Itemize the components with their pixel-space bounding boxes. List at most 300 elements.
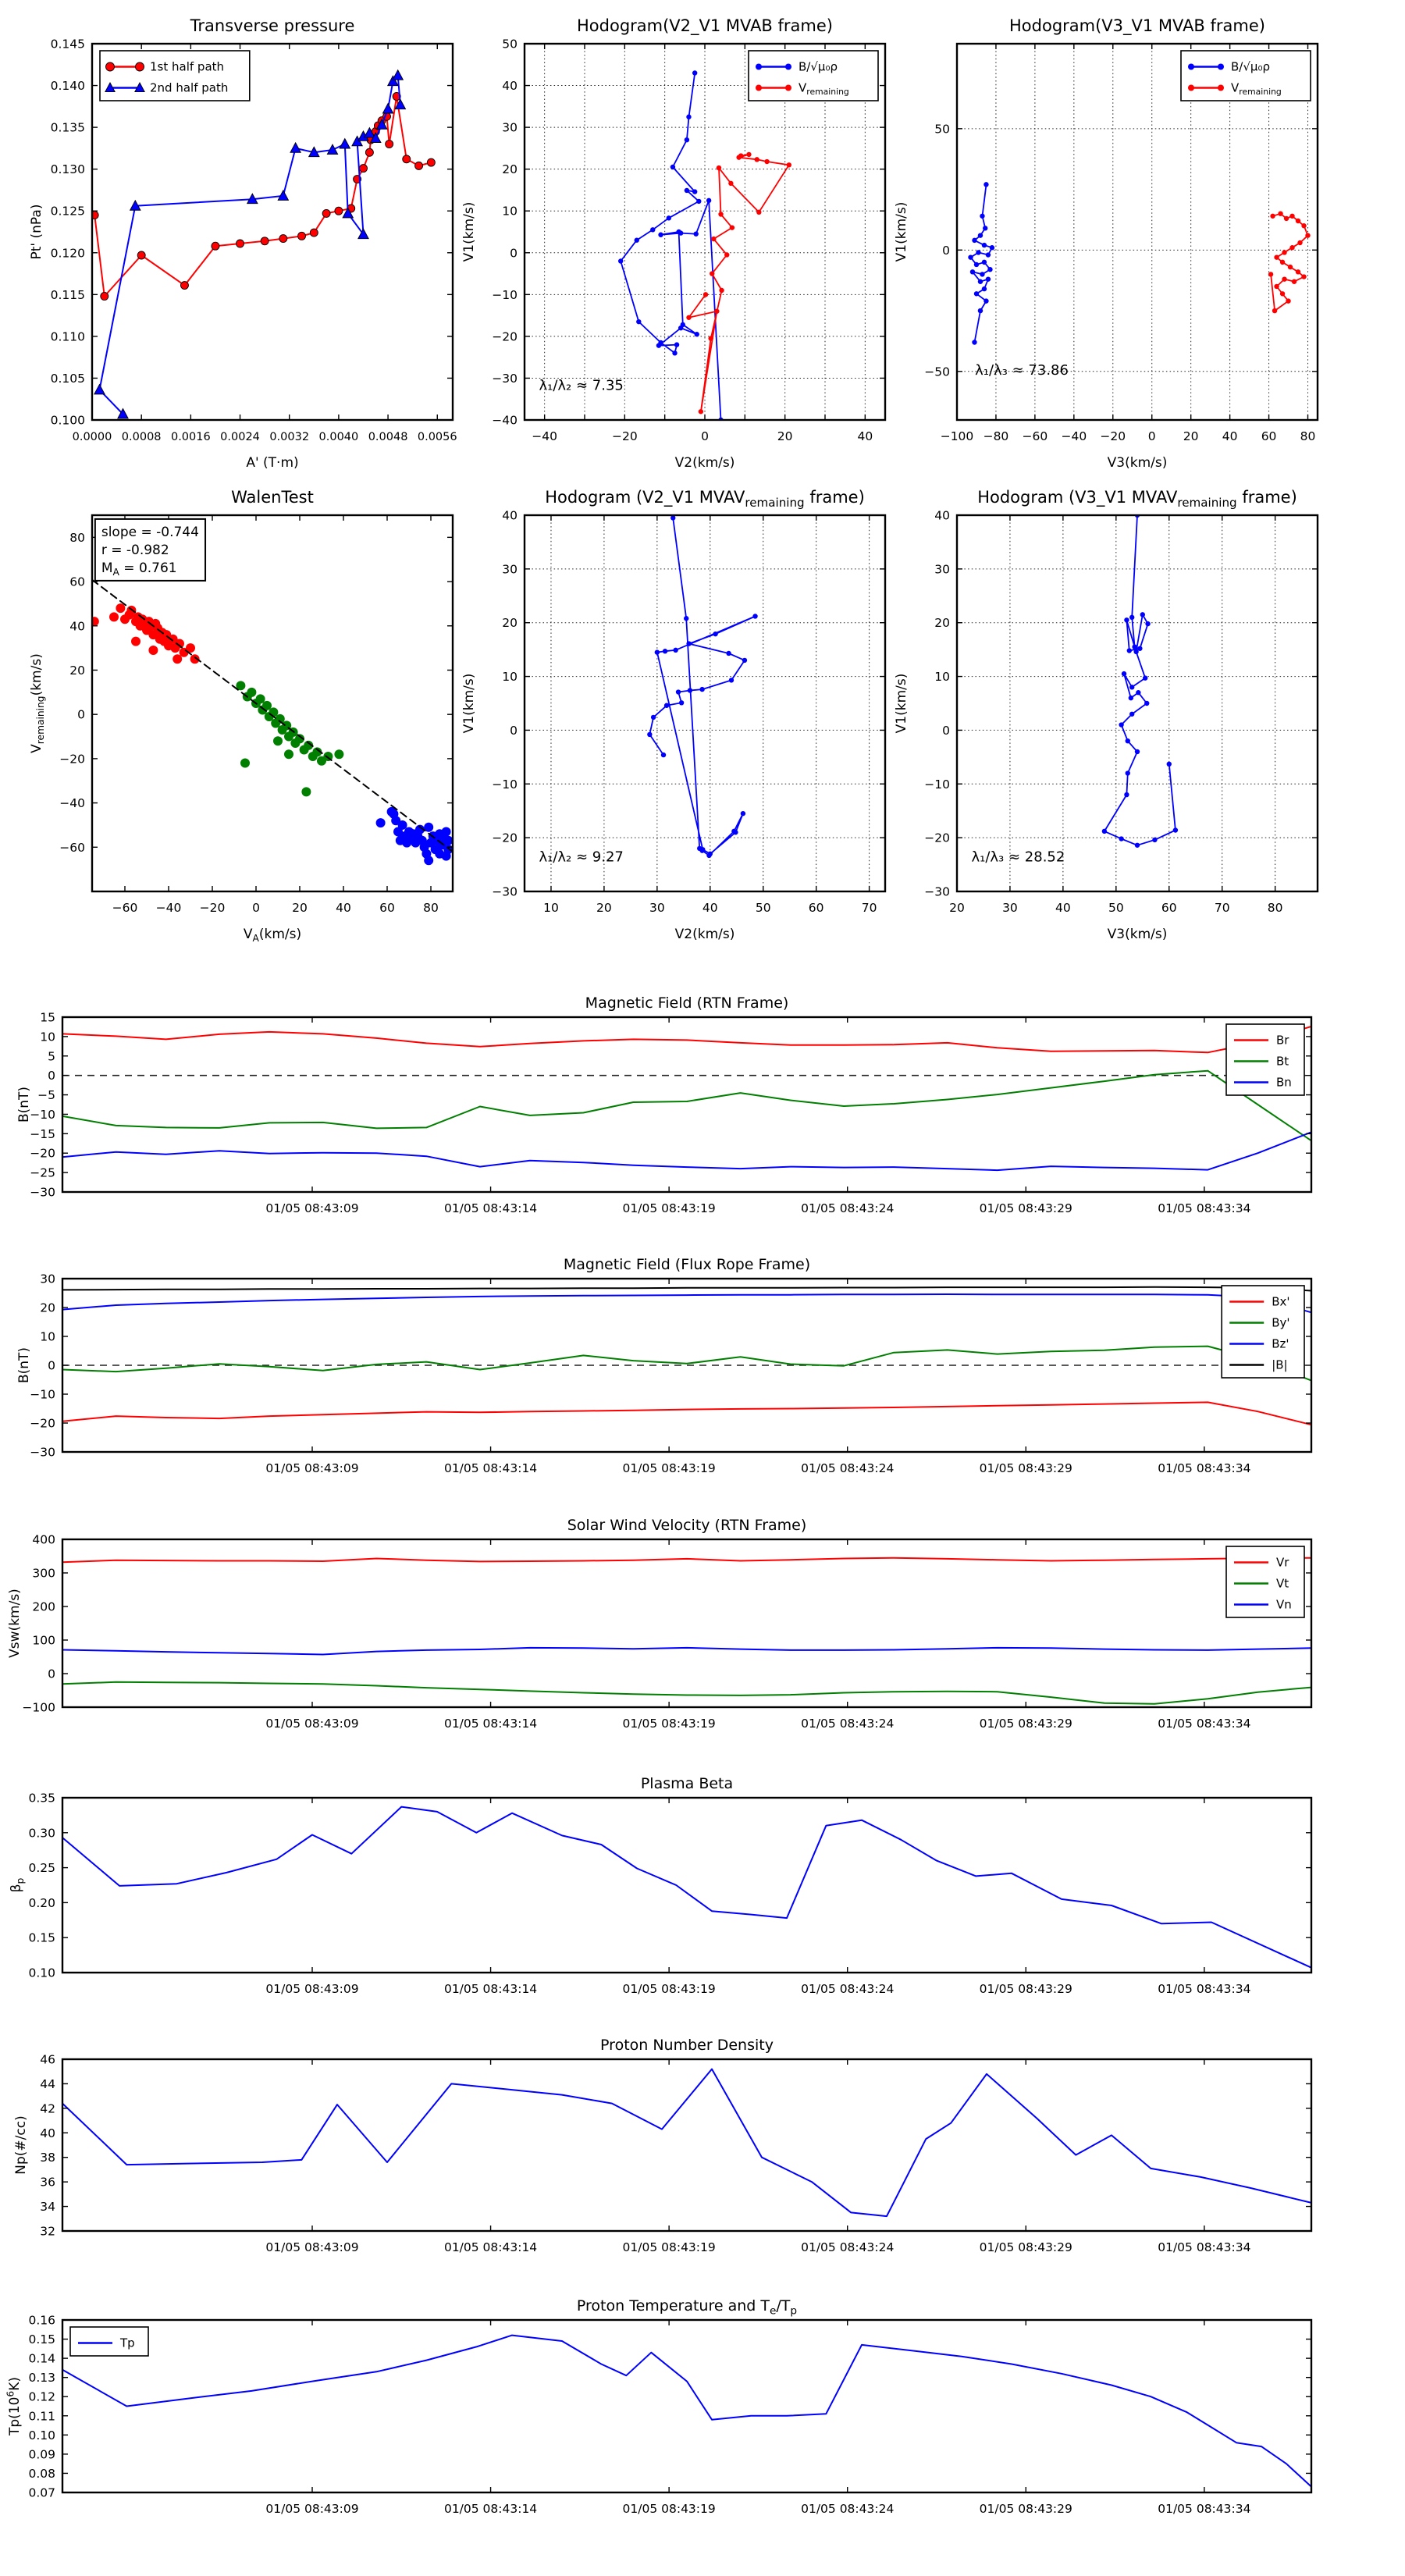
- legend: [1222, 1286, 1304, 1378]
- ticks: [40, 2053, 1311, 2255]
- point-marker: [752, 614, 757, 618]
- y-tick-label: 200: [32, 1599, 55, 1614]
- x-axis-label: $V_A(km/s)$: [243, 927, 302, 945]
- point-marker: [703, 292, 708, 297]
- point-marker: [714, 309, 719, 314]
- y-tick-label: −20: [492, 329, 518, 344]
- point-marker: [688, 688, 692, 692]
- point-marker: [1126, 770, 1130, 775]
- x-axis-label: A' (T·m): [246, 455, 299, 471]
- y-tick-label: 10: [502, 670, 518, 685]
- panel-title: Magnetic Field (Flux Rope Frame): [563, 1256, 811, 1273]
- x-tick-label: 01/05 08:43:14: [443, 1982, 538, 1996]
- x-tick-label: 40: [1222, 429, 1238, 443]
- point-marker: [718, 212, 723, 216]
- point-marker: [1129, 615, 1134, 620]
- x-tick-label: 01/05 08:43:09: [265, 1461, 359, 1475]
- point-marker: [1167, 762, 1172, 767]
- y-tick-label: 0.13: [28, 2371, 55, 2386]
- panel-proton_temp: [5, 2297, 1311, 2516]
- point-marker: [650, 227, 655, 232]
- point-marker: [699, 409, 703, 414]
- point-marker: [987, 267, 992, 272]
- y-axis-label: $Tp(10^6K)$: [5, 2376, 23, 2436]
- point-marker: [982, 286, 987, 291]
- x-tick-label: 01/05 08:43:34: [1158, 2240, 1251, 2254]
- point-marker: [137, 251, 145, 259]
- point-marker: [968, 254, 973, 259]
- eigenvalue-ratio-annotation: λ₁/λ₂ ≈ 7.35: [539, 377, 624, 394]
- series-line-tp: [62, 2336, 1311, 2487]
- x-tick-label: 0.0024: [220, 431, 260, 443]
- point-marker: [711, 237, 716, 241]
- series-group: [91, 70, 435, 418]
- point-marker: [658, 233, 663, 237]
- y-axis-label: $V_{remaining}(km/s)$: [29, 653, 47, 753]
- point-marker: [284, 749, 293, 759]
- legend-label: 1st half path: [150, 59, 225, 74]
- y-tick-label: −60: [59, 840, 85, 855]
- point-marker: [335, 207, 343, 215]
- point-marker: [269, 707, 278, 717]
- point-marker: [756, 85, 762, 91]
- point-marker: [729, 678, 734, 682]
- x-tick-label: 01/05 08:43:19: [622, 1717, 716, 1731]
- y-tick-label: 80: [69, 530, 85, 545]
- x-tick-label: 01/05 08:43:09: [265, 1982, 359, 1996]
- point-marker: [131, 637, 140, 646]
- point-marker: [655, 649, 660, 654]
- point-marker: [398, 820, 407, 830]
- axes-box: [62, 2320, 1311, 2492]
- point-marker: [787, 162, 791, 167]
- point-marker: [684, 616, 688, 621]
- point-marker: [1296, 219, 1300, 223]
- point-marker: [742, 658, 747, 663]
- y-tick-label: 30: [502, 562, 518, 577]
- triangle-marker: [393, 70, 403, 80]
- x-tick-label: 40: [857, 429, 873, 443]
- series-line-v-remaining: [1271, 214, 1307, 311]
- point-marker: [1286, 298, 1290, 303]
- eigenvalue-ratio-annotation: λ₁/λ₃ ≈ 73.86: [975, 362, 1069, 379]
- point-marker: [1129, 712, 1134, 717]
- y-axis-label: Np(#/cc): [13, 2115, 29, 2175]
- point-marker: [1305, 233, 1310, 237]
- x-tick-label: 80: [1267, 901, 1283, 915]
- point-marker: [978, 279, 983, 284]
- point-marker: [1282, 276, 1286, 281]
- point-marker: [1274, 254, 1279, 259]
- y-tick-label: 0.145: [50, 37, 85, 52]
- point-marker: [1143, 675, 1147, 680]
- x-tick-label: 01/05 08:43:29: [979, 1982, 1072, 1996]
- y-tick-label: 46: [40, 2052, 55, 2067]
- y-tick-label: 44: [40, 2076, 55, 2091]
- point-marker: [984, 182, 988, 187]
- point-marker: [978, 308, 983, 313]
- point-marker: [442, 852, 451, 861]
- point-marker: [710, 271, 714, 276]
- point-marker: [663, 649, 667, 653]
- y-tick-label: 0.12: [28, 2389, 55, 2404]
- legend-label: Vr: [1276, 1555, 1289, 1570]
- point-marker: [974, 291, 979, 296]
- legend: [1226, 1546, 1304, 1617]
- point-marker: [717, 165, 721, 170]
- series-markers-first-half-points: [90, 603, 200, 664]
- x-tick-label: −20: [611, 429, 638, 443]
- point-marker: [664, 703, 669, 708]
- series-line-bt: [62, 1071, 1311, 1141]
- panel-proton_density: [13, 2037, 1311, 2254]
- x-tick-label: 80: [423, 901, 439, 915]
- x-tick-label: 01/05 08:43:24: [801, 1982, 895, 1996]
- x-tick-label: 0: [252, 901, 260, 915]
- point-marker: [1274, 284, 1279, 289]
- y-tick-label: −30: [30, 1185, 55, 1200]
- legend-label: $V_{remaining}$: [799, 80, 849, 98]
- y-tick-label: −30: [492, 884, 518, 899]
- x-tick-label: 01/05 08:43:14: [443, 2240, 538, 2254]
- x-tick-label: 60: [1161, 901, 1177, 915]
- series-line-b-over-sqrt-mu0rho: [971, 184, 993, 342]
- series-group: [62, 1807, 1311, 1968]
- point-marker: [656, 343, 661, 347]
- y-tick-label: 0: [48, 1358, 55, 1373]
- x-tick-label: −40: [1061, 429, 1087, 443]
- point-marker: [1272, 308, 1277, 313]
- y-tick-label: 0.20: [28, 1895, 55, 1910]
- y-tick-label: 40: [40, 2126, 55, 2140]
- point-marker: [983, 226, 987, 230]
- x-tick-label: −40: [532, 429, 558, 443]
- series-group: [90, 580, 454, 866]
- y-tick-label: 0: [48, 1069, 55, 1083]
- point-marker: [674, 342, 679, 347]
- y-axis-label: V1(km/s): [461, 201, 477, 262]
- x-tick-label: 20: [949, 901, 965, 915]
- point-marker: [764, 159, 769, 164]
- y-tick-label: 0.130: [50, 162, 85, 177]
- x-tick-label: 30: [1002, 901, 1018, 915]
- point-marker: [1145, 621, 1150, 626]
- point-marker: [1119, 836, 1123, 841]
- point-marker: [692, 189, 697, 194]
- x-tick-label: 40: [1055, 901, 1071, 915]
- legend-label: Vt: [1276, 1576, 1289, 1591]
- point-marker: [1301, 274, 1306, 279]
- series-line-by-: [62, 1347, 1311, 1381]
- point-marker: [240, 759, 250, 768]
- x-tick-label: 01/05 08:43:24: [801, 1461, 895, 1475]
- point-marker: [443, 836, 453, 845]
- y-tick-label: −40: [59, 796, 85, 811]
- x-tick-label: −40: [155, 901, 182, 915]
- y-tick-label: 20: [934, 616, 950, 631]
- point-marker: [1289, 245, 1294, 250]
- point-marker: [709, 336, 713, 340]
- x-tick-label: 01/05 08:43:24: [801, 1201, 895, 1215]
- x-tick-label: 01/05 08:43:14: [443, 2502, 538, 2516]
- x-tick-label: 01/05 08:43:24: [801, 2240, 895, 2254]
- point-marker: [247, 688, 256, 697]
- series-markers-2nd-half-path: [94, 70, 406, 418]
- point-marker: [1282, 250, 1286, 254]
- x-tick-label: 30: [649, 901, 665, 915]
- point-marker: [1288, 265, 1293, 269]
- y-tick-label: −30: [924, 884, 950, 899]
- legend-label: Br: [1276, 1033, 1289, 1048]
- point-marker: [273, 736, 283, 745]
- y-tick-label: 0.125: [50, 204, 85, 219]
- series-line-v-hodogram: [649, 518, 755, 856]
- point-marker: [719, 288, 724, 293]
- panel-vsw_rtn: [7, 1517, 1311, 1731]
- legend-label: B/√μ₀ρ: [799, 59, 838, 74]
- point-marker: [116, 603, 125, 613]
- y-tick-label: −20: [30, 1416, 55, 1431]
- point-marker: [1102, 829, 1107, 834]
- point-marker: [670, 515, 675, 520]
- y-tick-label: 0.16: [28, 2313, 55, 2328]
- point-marker: [365, 148, 373, 156]
- y-tick-label: 20: [502, 162, 518, 177]
- x-tick-label: 01/05 08:43:24: [801, 2502, 895, 2516]
- point-marker: [180, 282, 188, 290]
- x-tick-label: 01/05 08:43:14: [443, 1461, 538, 1475]
- point-marker: [1122, 671, 1126, 676]
- point-marker: [756, 64, 762, 70]
- point-marker: [1280, 291, 1285, 296]
- x-tick-label: 01/05 08:43:34: [1158, 1461, 1251, 1475]
- x-tick-label: 01/05 08:43:19: [622, 2502, 716, 2516]
- series-group: [1102, 513, 1178, 848]
- point-marker: [636, 319, 641, 324]
- point-marker: [1188, 85, 1194, 91]
- y-tick-label: 0.115: [50, 287, 85, 302]
- point-marker: [755, 157, 759, 162]
- y-tick-label: 0.140: [50, 79, 85, 94]
- panel-title: Hodogram(V2_V1 MVAB frame): [577, 16, 833, 35]
- point-marker: [148, 646, 158, 655]
- legend-label: By': [1272, 1315, 1290, 1330]
- y-tick-label: 20: [69, 663, 85, 678]
- y-tick-label: −20: [492, 831, 518, 845]
- y-tick-label: −30: [492, 371, 518, 386]
- x-tick-label: 01/05 08:43:34: [1158, 1201, 1251, 1215]
- point-marker: [1296, 269, 1300, 274]
- point-marker: [672, 350, 677, 355]
- y-tick-label: 0.100: [50, 413, 85, 428]
- point-marker: [694, 231, 699, 236]
- series-group: [647, 515, 758, 858]
- y-tick-label: 0: [942, 243, 950, 258]
- x-tick-label: −80: [983, 429, 1009, 443]
- x-axis-label: V3(km/s): [1107, 455, 1168, 471]
- y-tick-label: −50: [924, 365, 950, 379]
- point-marker: [982, 260, 987, 265]
- x-tick-label: 20: [596, 901, 612, 915]
- point-marker: [279, 235, 287, 243]
- panel-title: Hodogram (V3_V1 $MVAV_{remaining}$ frame): [977, 488, 1297, 511]
- point-marker: [1133, 649, 1138, 654]
- ticks: [28, 1791, 1311, 1997]
- panel-hodogram_v2v1_mvav: [461, 488, 885, 942]
- y-tick-label: 0: [77, 707, 85, 722]
- x-tick-label: 50: [1108, 901, 1124, 915]
- y-tick-label: 300: [32, 1566, 55, 1581]
- point-marker: [980, 214, 984, 219]
- panel-title: Proton Temperature and $T_e/T_p$: [576, 2297, 798, 2318]
- y-tick-label: 0.10: [28, 1966, 55, 1980]
- panel-transverse_pressure: [29, 16, 457, 471]
- point-marker: [661, 753, 666, 757]
- point-marker: [136, 62, 144, 71]
- x-tick-label: 01/05 08:43:24: [801, 1717, 895, 1731]
- triangle-marker: [327, 144, 337, 154]
- ticks: [22, 1533, 1311, 1731]
- series-line-vt: [62, 1682, 1311, 1704]
- point-marker: [756, 210, 761, 215]
- point-marker: [301, 787, 311, 796]
- y-tick-label: 60: [69, 575, 85, 589]
- y-tick-label: 0: [510, 246, 518, 261]
- x-tick-label: 0: [1147, 429, 1156, 443]
- y-tick-label: −10: [30, 1107, 55, 1122]
- y-tick-label: 0.105: [50, 371, 85, 386]
- y-tick-label: 10: [934, 670, 950, 685]
- y-tick-label: 0.30: [28, 1826, 55, 1841]
- x-tick-label: −60: [1022, 429, 1048, 443]
- point-marker: [298, 232, 306, 240]
- point-marker: [359, 165, 367, 173]
- point-marker: [1136, 690, 1140, 695]
- x-tick-label: 60: [379, 901, 395, 915]
- y-tick-label: 42: [40, 2101, 55, 2116]
- point-marker: [713, 632, 717, 636]
- panel-mag_fluxrope: [16, 1256, 1311, 1475]
- legend-label: Tp: [120, 2336, 135, 2350]
- legend-label: Bt: [1276, 1054, 1289, 1069]
- point-marker: [442, 827, 451, 836]
- series-line-np: [62, 2069, 1311, 2217]
- y-tick-label: 100: [32, 1633, 55, 1648]
- x-tick-label: 70: [1214, 901, 1230, 915]
- stats-line: $M_A = 0.761$: [101, 560, 177, 578]
- point-marker: [1132, 645, 1136, 649]
- series-markers-v-remaining: [1268, 211, 1311, 313]
- point-marker: [109, 612, 119, 621]
- series-markers-v-hodogram: [647, 515, 758, 858]
- y-axis-label: V1(km/s): [461, 673, 477, 734]
- point-marker: [1152, 838, 1157, 842]
- x-tick-label: 80: [1300, 429, 1316, 443]
- point-marker: [173, 654, 182, 664]
- series-line-vr: [62, 1558, 1311, 1563]
- point-marker: [695, 332, 699, 336]
- point-marker: [1135, 843, 1140, 848]
- point-marker: [686, 315, 691, 320]
- panel-title: Solar Wind Velocity (RTN Frame): [567, 1517, 807, 1534]
- y-tick-label: −20: [59, 752, 85, 767]
- y-tick-label: −20: [924, 831, 950, 845]
- y-tick-label: 0.10: [28, 2428, 55, 2443]
- y-tick-label: 400: [32, 1532, 55, 1547]
- x-tick-label: 40: [702, 901, 718, 915]
- point-marker: [976, 250, 980, 254]
- point-marker: [1173, 827, 1178, 832]
- y-tick-label: 50: [502, 37, 518, 52]
- series-line-vn: [62, 1648, 1311, 1655]
- triangle-marker: [278, 190, 288, 200]
- series-line-bz-: [62, 1294, 1311, 1312]
- y-tick-label: 34: [40, 2200, 55, 2215]
- point-marker: [679, 700, 684, 705]
- panel-hodogram_v3v1_mvab: [894, 16, 1318, 471]
- legend: [1226, 1024, 1304, 1095]
- x-tick-label: 0: [701, 429, 709, 443]
- series-line-bn: [62, 1132, 1311, 1170]
- x-tick-label: 01/05 08:43:34: [1158, 1982, 1251, 1996]
- point-marker: [424, 856, 433, 865]
- point-marker: [686, 115, 691, 119]
- panel-title: Magnetic Field (RTN Frame): [585, 994, 789, 1012]
- y-tick-label: −10: [30, 1387, 55, 1402]
- point-marker: [785, 85, 791, 91]
- y-tick-label: −10: [924, 777, 950, 792]
- point-marker: [635, 238, 639, 243]
- point-marker: [972, 238, 976, 243]
- y-tick-label: 15: [40, 1010, 55, 1025]
- legend-label: 2nd half path: [150, 80, 229, 95]
- point-marker: [978, 233, 983, 237]
- x-tick-label: 50: [755, 901, 771, 915]
- y-tick-label: 40: [69, 619, 85, 634]
- point-marker: [685, 137, 689, 142]
- y-tick-label: 0: [48, 1667, 55, 1681]
- x-tick-label: 01/05 08:43:19: [622, 2240, 716, 2254]
- x-tick-label: −60: [112, 901, 138, 915]
- y-tick-label: −25: [30, 1165, 55, 1180]
- series-markers-second-half-points: [376, 807, 454, 865]
- legend-label: Vn: [1276, 1597, 1292, 1612]
- x-tick-label: −100: [940, 429, 974, 443]
- x-tick-label: −20: [199, 901, 226, 915]
- x-tick-label: 01/05 08:43:29: [979, 1201, 1072, 1215]
- series-line--b-: [62, 1287, 1311, 1291]
- y-tick-label: 0.110: [50, 329, 85, 344]
- x-tick-label: 01/05 08:43:19: [622, 1982, 716, 1996]
- y-tick-label: 0: [942, 723, 950, 738]
- point-marker: [986, 276, 991, 281]
- series-markers-middle-points: [236, 681, 343, 796]
- point-marker: [746, 152, 751, 157]
- grid: [957, 515, 1318, 891]
- axes-box: [62, 1017, 1311, 1192]
- point-marker: [1140, 612, 1145, 617]
- point-marker: [237, 240, 244, 247]
- y-tick-label: −100: [22, 1700, 55, 1715]
- point-marker: [706, 198, 711, 203]
- y-tick-label: 20: [40, 1300, 55, 1315]
- y-tick-label: −15: [30, 1126, 55, 1141]
- point-marker: [728, 181, 733, 186]
- series-group: [62, 2069, 1311, 2217]
- x-tick-label: −20: [1100, 429, 1126, 443]
- point-marker: [647, 732, 652, 737]
- triangle-marker: [94, 384, 105, 393]
